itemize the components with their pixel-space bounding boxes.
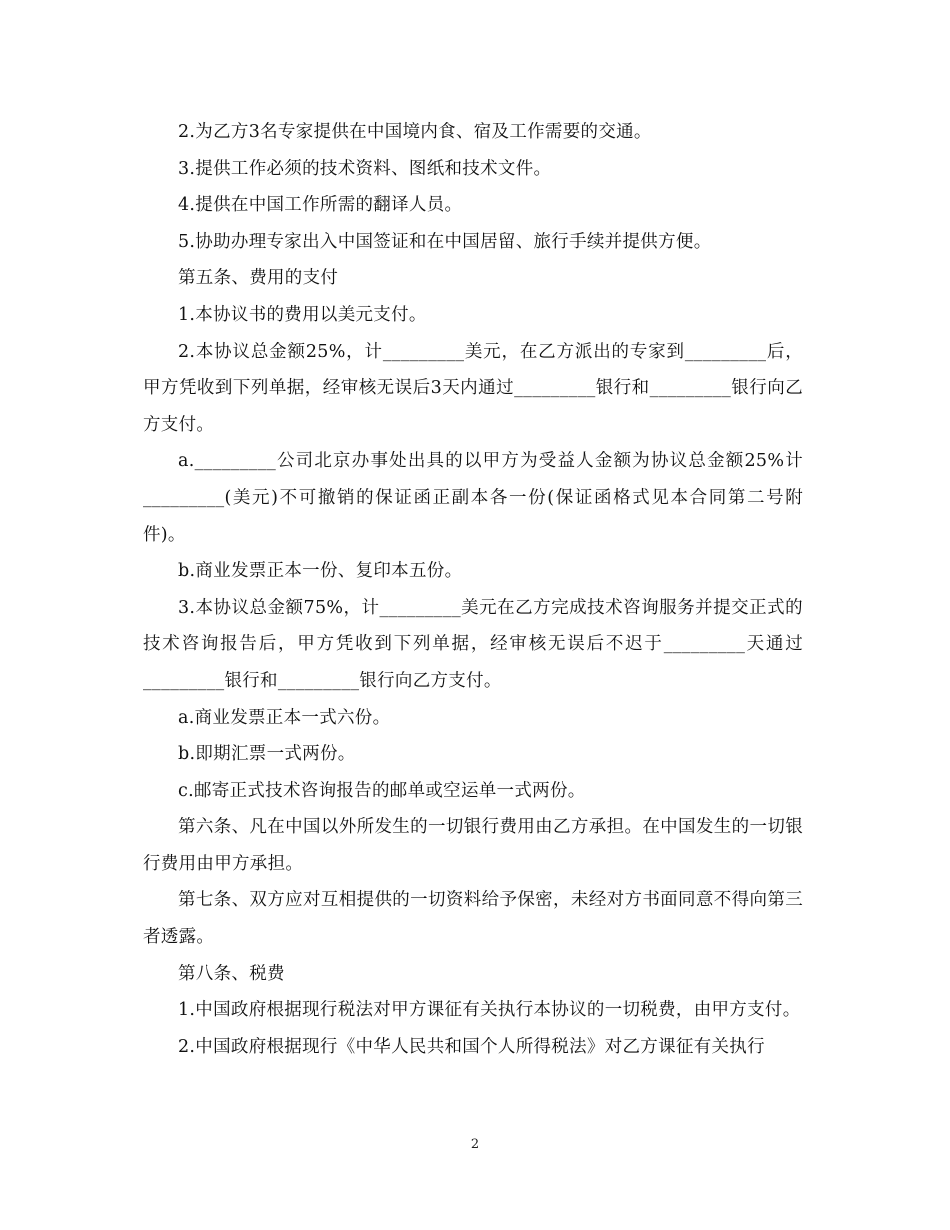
paragraph: 2.本协议总金额25%，计_________美元，在乙方派出的专家到_________后，甲方凭收到下列单据，经审核无误后3天内通过_________银行和_________银行向乙方支付。 <box>143 341 803 435</box>
paragraph: b.商业发票正本一份、复印本五份。 <box>178 561 463 582</box>
paragraph: 1.本协议书的费用以美元支付。 <box>178 304 427 325</box>
paragraph: 4.提供在中国工作所需的翻译人员。 <box>178 195 463 216</box>
section-heading: 第八条、税费 <box>178 963 285 984</box>
section-paragraph: 第六条、凡在中国以外所发生的一切银行费用由乙方承担。在中国发生的一切银行费用由甲方承担。 <box>143 817 803 874</box>
paragraph: c.邮寄正式技术咨询报告的邮单或空运单一式两份。 <box>178 780 586 801</box>
paragraph: 3.本协议总金额75%，计_________美元在乙方完成技术咨询服务并提交正式的技术咨询报告后，甲方凭收到下列单据，经审核无误后不迟于_________天通过_________银行和_________银行向乙方支付。 <box>143 597 803 691</box>
paragraph: 2.中国政府根据现行《中华人民共和国个人所得税法》对乙方课征有关执行 <box>178 1036 765 1057</box>
paragraph: b.即期汇票一式两份。 <box>178 744 356 765</box>
document-body <box>143 114 803 1065</box>
paragraph: 2.为乙方3名专家提供在中国境内食、宿及工作需要的交通。 <box>178 122 652 142</box>
paragraph: 3.提供工作必须的技术资料、图纸和技术文件。 <box>178 158 552 179</box>
page-number: 2 <box>470 1137 480 1152</box>
paragraph: a._________公司北京办事处出具的以甲方为受益人金额为协议总金额25%计_________(美元)不可撤销的保证函正副本各一份(保证函格式见本合同第二号附件)。 <box>143 451 803 545</box>
section-heading: 第五条、费用的支付 <box>178 268 339 289</box>
section-paragraph: 第七条、双方应对互相提供的一切资料给予保密，未经对方书面同意不得向第三者透露。 <box>143 890 803 948</box>
paragraph: 5.协助办理专家出入中国签证和在中国居留、旅行手续并提供方便。 <box>178 231 712 252</box>
paragraph: a.商业发票正本一式六份。 <box>178 707 391 728</box>
paragraph: 1.中国政府根据现行税法对甲方课征有关执行本协议的一切税费，由甲方支付。 <box>178 1000 801 1021</box>
